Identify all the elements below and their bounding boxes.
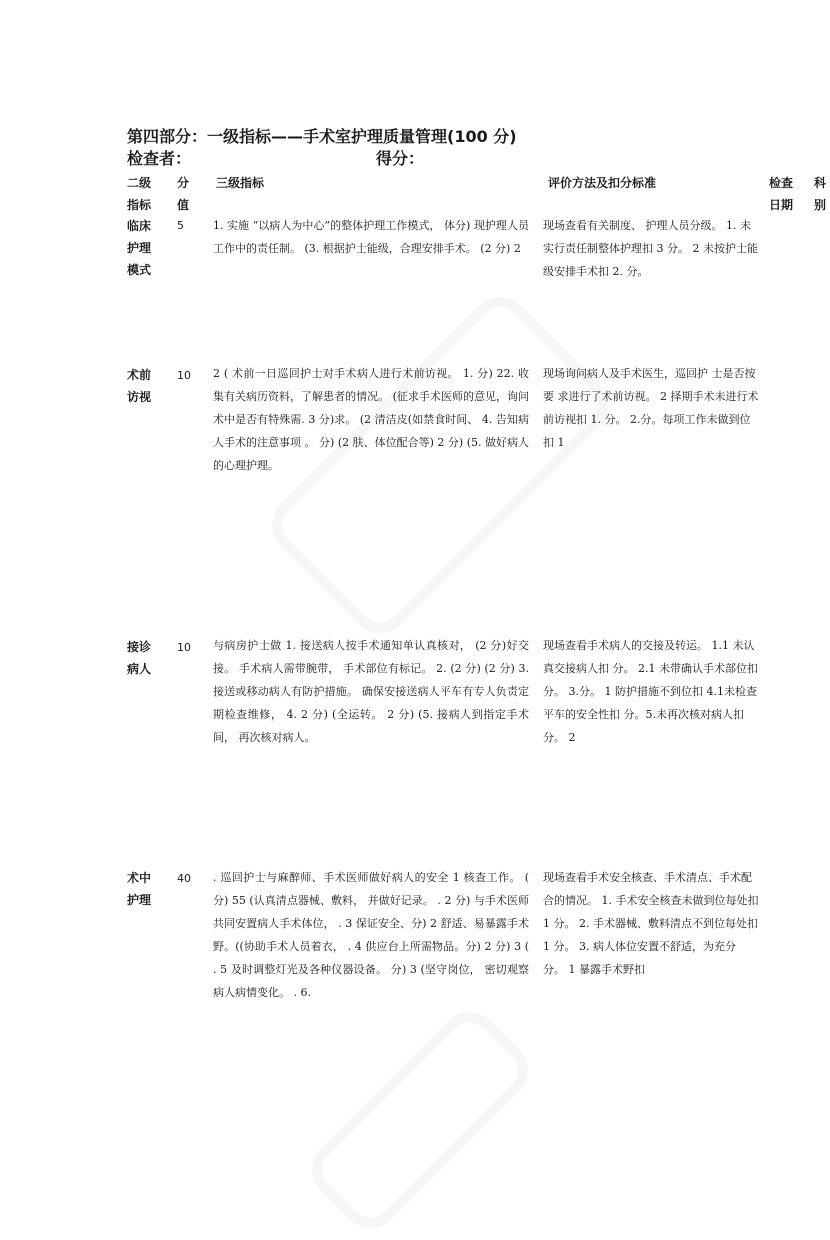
level2-line: 护理 [127, 241, 152, 255]
row-points: 40 [177, 872, 191, 885]
level2-line: 接诊 [127, 640, 152, 654]
row-level3-indicator: 与病房护士做 1. 接送病人按手术通知单认真核对， (2 分)好交接。 手术病人需带腕带， 手术部位有标记。 2. (2 分) (2 分) 3. 接送或移动病人有防护措施。 确保安接送病人平车有专人负责定期检查维修， 4. 2 分) (全运转。 2 分) (5. 接病人到指定手术间， 再次核对病人。 [213, 639, 529, 744]
level2-line: 访视 [127, 390, 152, 404]
row-level3-indicator: 2 ( 术前一日巡回护士对手术病人进行术前访视。 1. 分) 22. 收集有关病历资料，了解患者的情况。 (征求手术医师的意见，询问术中是否有特殊需. 3 分)求。 (2 清洁皮(如禁食时间、 4. 告知病人手术的注意事项 。 分) (2 肤、体位配合等) 2 分) (5. 做好病人的心理护理。 [213, 367, 529, 472]
header-dept [814, 172, 826, 216]
watermark [300, 1000, 540, 1240]
header-points-line2: 值 [177, 198, 190, 212]
header-evaluation: 评价方法及扣分标准 [548, 176, 657, 190]
header-dept-line1: 科 [814, 176, 827, 190]
score-label: 得分： [376, 149, 425, 168]
row-points: 5 [177, 219, 184, 232]
level2-line: 术前 [127, 368, 152, 382]
row-points: 10 [177, 369, 191, 382]
header-points [177, 172, 189, 216]
header-check-line1: 检查 [769, 176, 794, 190]
level2-line: 术中 [127, 871, 152, 885]
row-evaluation: 现场查看有关制度、 护理人员分级。 1. 未实行责任制整体护理扣 3 分。 2 未按护士能级安排手术扣 2. 分。 [543, 219, 758, 278]
inspector-label: 检查者： [127, 149, 192, 168]
row-evaluation: 现场询问病人及手术医生，巡回护 士是否按要 求进行了术前访视。 2 择期手术未进行术前访视扣 1. 分。 2.分。每项工作未做到位扣 1 [543, 367, 759, 449]
row-level2-indicator [127, 215, 163, 281]
header-check-date [769, 172, 793, 216]
header-level2 [127, 172, 151, 216]
row-evaluation: 现场查看手术病人的交接及转运。 1.1 未认真交接病人扣 分。 2.1 未带确认手术部位扣 分。 3.分。 1 防护措施不到位扣 4.1未检查平车的安全性扣 分。5.未再次核对病人扣 分。 2 [543, 639, 758, 744]
level2-line: 临床 [127, 219, 152, 233]
row-level3-indicator: . 巡回护士与麻醉师、手术医师做好病人的安全 1 核查工作。 ( 分) 55 (认真清点器械、敷料， 并做好记录。 . 2 分) 与手术医师共同安置病人手术体位， . 3 保证安全、分) 2 舒适、易暴露手术野。((协助手术人员着衣， . 4 供应台上所需物品。分) 2 分) 3 ( . 5 及时调整灯光及各种仪器设备。 分) 3 (坚守岗位， 密切观察病人病情变化。 . 6. [213, 871, 529, 999]
level2-line: 模式 [127, 263, 152, 277]
header-dept-line2: 别 [814, 198, 827, 212]
header-level3: 三级指标 [216, 176, 265, 190]
level2-line: 护理 [127, 893, 152, 907]
header-points-line1: 分 [177, 176, 190, 190]
header-level2-line2: 指标 [127, 198, 152, 212]
row-points: 10 [177, 641, 191, 654]
row-level2-indicator [127, 636, 163, 680]
page-title: 第四部分：一级指标——手术室护理质量管理(100 分) [127, 127, 517, 146]
level2-line: 病人 [127, 662, 152, 676]
row-evaluation: 现场查看手术安全核查、手术清点、手术配合的情况。 1. 手术安全核查未做到位每处扣 1 分。 2. 手术器械、敷料清点不到位每处扣 1 分。 3. 病人体位安置不舒适，为充分 分。 1 暴露手术野扣 [543, 871, 759, 976]
header-check-line2: 日期 [769, 198, 794, 212]
row-level2-indicator [127, 867, 163, 911]
row-level2-indicator [127, 364, 163, 408]
header-level2-line1: 二级 [127, 176, 152, 190]
row-level3-indicator: 1. 实施 “以病人为中心”的整体护理工作模式， 体分) 现护理人员工作中的责任制。 (3. 根据护士能级，合理安排手术。 (2 分) 2 [213, 219, 529, 255]
